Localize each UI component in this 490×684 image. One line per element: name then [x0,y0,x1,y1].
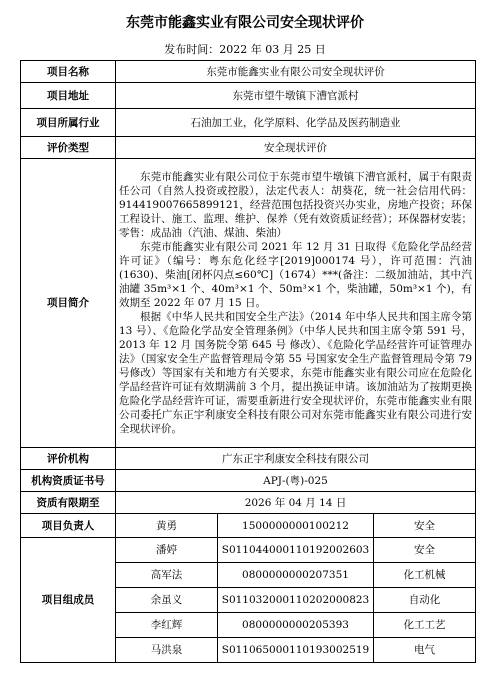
member-name: 李红辉 [116,613,218,638]
value-eval-org: 广东正宇利康安全科技有限公司 [116,448,476,470]
label-industry: 项目所属行业 [21,109,116,137]
intro-paragraph-3: 根据《中华人民共和国安全生产法》（2014 年中华人民共和国主席令第 13 号）、《危险化学品安全管理条例》（中华人民共和国主席令第 591 号，2013 年 12 月 国务院令第 645 号 修改）、《危险化学品经营许可证管理办法》（国家安全生产监督管理局令第 55 号国家安全生产监督管理局令第 79 号修改）等国家有关和地方有关要求，东莞市能鑫实业有限公司应在危险化学品经营许可证有效期满前 3 个月，提出换证申请。该加油站为了按期更换危险化学品经营许可证，需要重新进行安全现状评价，东莞市能鑫实业有限公司委托广东正宇利康安全科技有限公司对东莞市能鑫实业有限公司进行安全现状评价。 [119,311,473,435]
label-eval-org: 评价机构 [21,448,116,470]
label-intro: 项目简介 [21,159,116,448]
intro-paragraph-1: 东莞市能鑫实业有限公司位于东莞市望牛墩镇下漕官派村，属于有限责任公司（自然人投资或控股），法定代表人：胡葵花，统一社会信用代码：914419007665899121，经营范围包括投资兴办实业，房地产投资；环保工程设计、施工、监理、维护、保养（凭有效资质证经营）；环保器材安装；零售：成品油（汽油、煤油、柴油） [119,171,473,239]
member-cert-id: S011044000110192002603 [218,538,374,563]
row-intro [21,159,476,448]
member-name: 高军法 [116,563,218,588]
leader-field: 安全 [374,514,476,538]
row-leader [21,514,476,538]
value-intro [116,159,476,448]
member-field: 化工工艺 [374,613,476,638]
value-cert-no: APJ-(粤)-025 [116,470,476,492]
member-name: 潘婷 [116,538,218,563]
member-cert-id: S011065000110193002519 [218,638,374,663]
member-field: 安全 [374,538,476,563]
value-project-name: 东莞市能鑫实业有限公司安全现状评价 [116,61,476,83]
evaluation-info-table [20,60,476,663]
label-leader: 项目负责人 [21,514,116,538]
document-title: 东莞市能鑫实业有限公司安全现状评价 [126,15,364,31]
row-eval-type [21,137,476,159]
member-field: 自动化 [374,588,476,613]
value-industry: 石油加工业，化学原料、化学品及医药制造业 [116,109,476,137]
row-project-name [21,61,476,83]
leader-name: 黄勇 [116,514,218,538]
label-eval-type: 评价类型 [21,137,116,159]
label-cert-no: 机构资质证书号 [21,470,116,492]
intro-paragraph-2: 东莞市能鑫实业有限公司 2021 年 12 月 31 日取得《危险化学品经营许可证》（编号：粤东危化经字[2019]000174 号），许可范围：汽油(1630)、柴油[闭杯闪点≤60℃]（1674）***(备注：二级加油站，其中汽油罐 35m³×1 个、40m³×1 个、50m³×1 个，柴油罐，50m³×1 个)，有效期至 2022 年 07 月 15 日。 [119,241,473,309]
row-cert-no [21,470,476,492]
leader-cert-id: 1500000000100212 [218,514,374,538]
member-cert-id: 0800000000207351 [218,563,374,588]
label-members: 项目组成员 [21,538,116,663]
member-field: 电气 [374,638,476,663]
value-validity: 2026 年 04 月 14 日 [116,492,476,514]
value-eval-type: 安全现状评价 [116,137,476,159]
member-row [21,538,476,563]
member-name: 余虽义 [116,588,218,613]
label-project-address: 项目地址 [21,83,116,109]
member-field: 化工机械 [374,563,476,588]
row-eval-org [21,448,476,470]
row-industry [21,109,476,137]
member-name: 马洪泉 [116,638,218,663]
label-project-name: 项目名称 [21,61,116,83]
value-project-address: 东莞市望牛墩镇下漕官派村 [116,83,476,109]
label-validity: 资质有限期至 [21,492,116,514]
member-cert-id: S011032000110202000823 [218,588,374,613]
publish-date: 发布时间：2022 年 03 月 25 日 [164,43,326,56]
member-cert-id: 0800000000205393 [218,613,374,638]
row-validity [21,492,476,514]
row-project-address [21,83,476,109]
